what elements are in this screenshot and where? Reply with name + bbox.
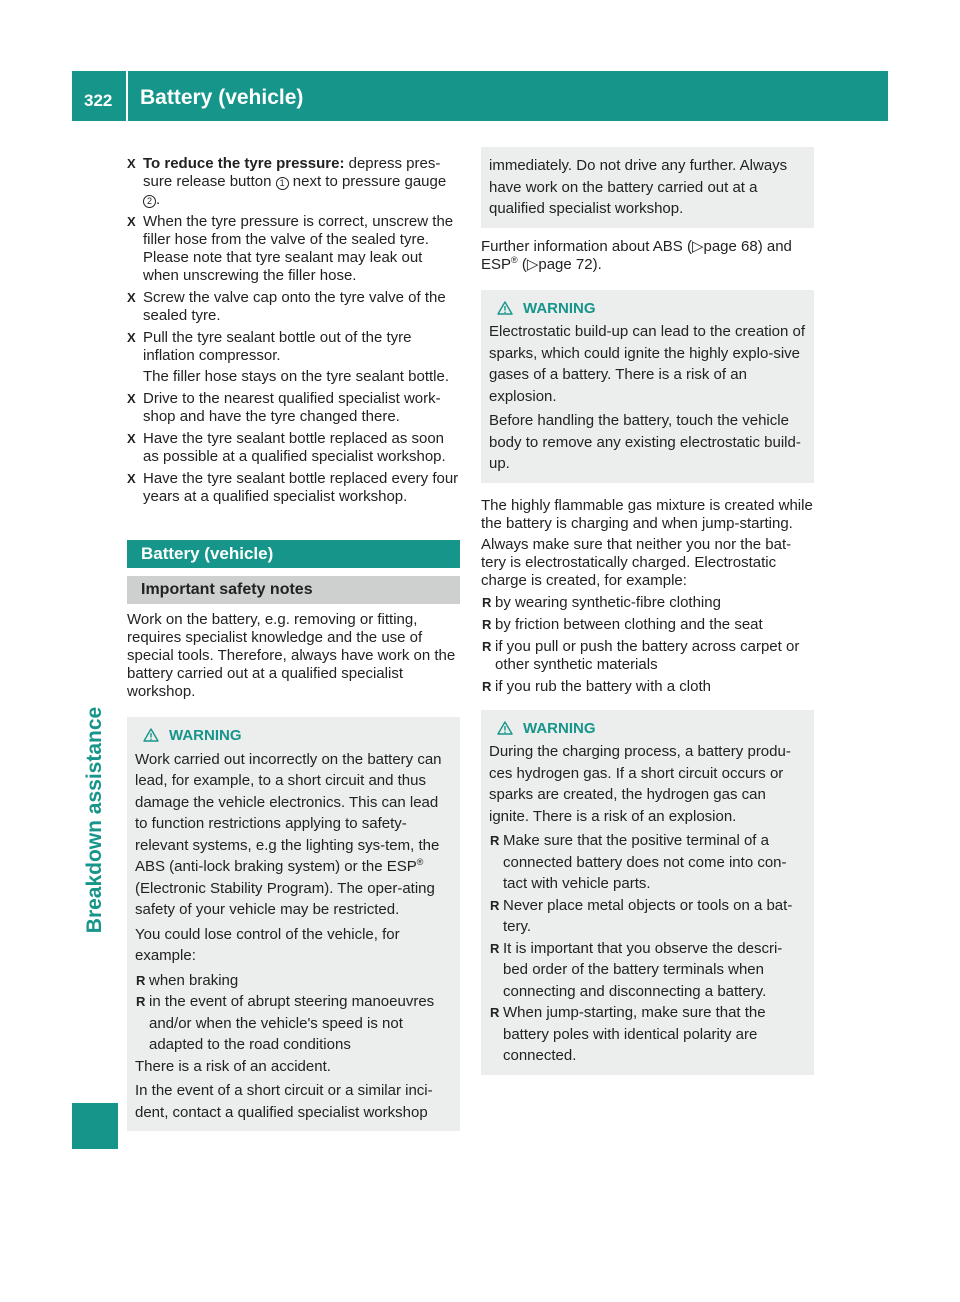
warning-heading xyxy=(489,718,806,740)
bullet-marker-icon: R xyxy=(490,833,500,848)
bullet-marker-icon: R xyxy=(482,638,492,654)
step-marker-icon: X xyxy=(127,431,136,446)
right-column xyxy=(481,147,814,1085)
warning-bullet xyxy=(489,938,806,1003)
warning-bullet xyxy=(489,1002,806,1067)
warning-box-continued xyxy=(481,147,814,228)
warning-text-part: (Electronic Stability Program). The oper-ating safety of your vehicle may be restricted. xyxy=(135,879,435,918)
warning-bullet xyxy=(489,830,806,895)
warning-text: There is a risk of an accident. xyxy=(135,1057,331,1075)
left-column xyxy=(127,155,460,1141)
step-replace-soon xyxy=(127,430,460,466)
registered-mark: ® xyxy=(416,857,424,867)
side-tab-label: Breakdown assistance xyxy=(83,706,106,934)
step-text: depress pres-sure release button xyxy=(143,155,441,190)
step-text: Have the tyre sealant bottle replaced as soon as possible at a qualified specialist workshop. xyxy=(143,430,446,465)
step-text: next to pressure gauge xyxy=(292,173,447,190)
bullet-marker-icon: R xyxy=(482,678,492,694)
step-marker-icon: X xyxy=(127,330,136,345)
step-marker-icon: X xyxy=(127,214,136,229)
warning-heading xyxy=(135,725,452,747)
step-marker-icon: X xyxy=(127,471,136,486)
warning-text xyxy=(135,749,452,921)
warning-title: WARNING xyxy=(169,727,242,744)
warning-text: In the event of a short circuit or a similar inci-dent, contact a qualified specialist workshop xyxy=(135,1082,433,1121)
warning-heading xyxy=(489,298,806,320)
step-pull-bottle xyxy=(127,329,460,386)
warning-triangle-icon xyxy=(497,721,513,735)
info-text: page 68) and ESP xyxy=(481,237,792,273)
step-text: Have the tyre sealant bottle replaced every four years at a qualified specialist workshop. xyxy=(143,470,459,505)
bullet-text: It is important that you observe the descri-bed order of the battery terminals when connecting and disconnecting a battery. xyxy=(503,939,783,1000)
warning-bullet xyxy=(135,991,452,1056)
step-text: . xyxy=(156,191,161,208)
paragraph: The highly flammable gas mixture is created while the battery is charging and when jump-starting. xyxy=(481,496,813,532)
section-heading: Battery (vehicle) xyxy=(127,540,460,568)
step-marker-icon: X xyxy=(127,156,136,171)
step-valve-cap xyxy=(127,289,460,325)
bullet-text: by friction between clothing and the seat xyxy=(495,615,763,633)
page-number: 322 xyxy=(84,91,113,110)
warning-text: Electrostatic build-up can lead to the creation of sparks, which could ignite the highly explo-sive gases of a battery. There is a risk of an explosion. xyxy=(489,323,806,405)
page-ref-arrow-icon: ▷ xyxy=(691,237,704,255)
step-text: Pull the tyre sealant bottle out of the tyre inflation compressor. xyxy=(143,329,412,364)
warning-text: During the charging process, a battery produ-ces hydrogen gas. If a short circuit occurs or sparks are created, the hydrogen gas can ignite. There is a risk of an explosion. xyxy=(489,743,791,825)
header-divider xyxy=(126,71,128,121)
callout-1-icon: 1 xyxy=(276,177,289,190)
warning-text: You could lose control of the vehicle, for example: xyxy=(135,925,400,964)
page-title: Battery (vehicle) xyxy=(140,86,304,109)
step-note: Please note that tyre sealant may leak out when unscrewing the filler hose. xyxy=(143,249,423,284)
bullet-marker-icon: R xyxy=(482,594,492,610)
bullet-marker-icon: R xyxy=(482,616,492,632)
subsection-heading: Important safety notes xyxy=(127,576,460,604)
bullet-text: Make sure that the positive terminal of a connected battery does not come into con-tact with vehicle parts. xyxy=(503,832,787,892)
list-item xyxy=(481,638,814,674)
bullet-text: When jump-starting, make sure that the battery poles with identical polarity are connected. xyxy=(503,1004,766,1064)
step-replace-every xyxy=(127,470,460,506)
intro-paragraph: Work on the battery, e.g. removing or fitting, requires specialist knowledge and the use of special tools. Therefore, always have work on the battery carried out at a qualified specialist workshop. xyxy=(127,611,456,700)
step-text: Screw the valve cap onto the tyre valve of the sealed tyre. xyxy=(143,289,446,324)
list-item xyxy=(481,616,814,634)
bullet-marker-icon: R xyxy=(136,994,146,1009)
paragraph: Always make sure that neither you nor the bat-tery is electrostatically charged. Electrostatic charge is created, for example: xyxy=(481,535,792,589)
page-ref-arrow-icon: ▷ xyxy=(526,255,539,273)
bullet-text: if you rub the battery with a cloth xyxy=(495,677,711,695)
list-item xyxy=(481,594,814,612)
step-reduce-pressure xyxy=(127,155,460,209)
bullet-text: when braking xyxy=(149,971,239,989)
step-marker-icon: X xyxy=(127,391,136,406)
warning-box xyxy=(481,710,814,1075)
warning-text: immediately. Do not drive any further. Always have work on the battery carried out at a qualified specialist workshop. xyxy=(489,157,788,217)
bullet-marker-icon: R xyxy=(490,1005,500,1020)
side-tab xyxy=(72,1103,118,1149)
step-marker-icon: X xyxy=(127,290,136,305)
bullet-marker-icon: R xyxy=(136,972,146,988)
info-text: Further information about ABS ( xyxy=(481,237,692,255)
step-drive-workshop xyxy=(127,390,460,426)
bullet-text: Never place metal objects or tools on a bat-tery. xyxy=(503,896,793,935)
warning-triangle-icon xyxy=(143,728,159,742)
info-text: ( xyxy=(517,255,527,273)
registered-mark: ® xyxy=(511,254,518,265)
step-text: Drive to the nearest qualified specialist work-shop and have the tyre changed there. xyxy=(143,390,441,425)
warning-text-part: Work carried out incorrectly on the battery can lead, for example, to a short circuit and thus damage the vehicle electronics. This can lead to function restrictions applying to safety-relevant systems, e.g the lighting sys-tem, the ABS (anti-lock braking system) or the ESP xyxy=(135,750,442,875)
warning-title: WARNING xyxy=(523,719,596,737)
warning-box xyxy=(127,717,460,1131)
bullet-marker-icon: R xyxy=(490,897,500,913)
warning-box xyxy=(481,290,814,483)
callout-2-icon: 2 xyxy=(143,195,156,208)
info-paragraph xyxy=(481,238,814,274)
step-heading: To reduce the tyre pressure: xyxy=(143,155,345,172)
bullet-marker-icon: R xyxy=(490,940,500,956)
warning-text: Before handling the battery, touch the vehicle body to remove any existing electrostatic build-up. xyxy=(489,412,801,472)
warning-bullet xyxy=(135,970,452,992)
info-text: page 72). xyxy=(538,255,602,273)
warning-triangle-icon xyxy=(497,301,513,315)
step-note: The filler hose stays on the tyre sealant bottle. xyxy=(143,368,449,385)
bullet-text: in the event of abrupt steering manoeuvres and/or when the vehicle's speed is not adapted to the road conditions xyxy=(149,993,435,1053)
list-item xyxy=(481,678,814,696)
warning-title: WARNING xyxy=(523,299,596,317)
bullet-text: by wearing synthetic-fibre clothing xyxy=(495,593,721,611)
warning-bullet xyxy=(489,895,806,938)
bullet-text: if you pull or push the battery across carpet or other synthetic materials xyxy=(495,637,800,673)
step-unscrew xyxy=(127,213,460,285)
step-text: When the tyre pressure is correct, unscrew the filler hose from the valve of the sealed tyre. xyxy=(143,213,454,248)
